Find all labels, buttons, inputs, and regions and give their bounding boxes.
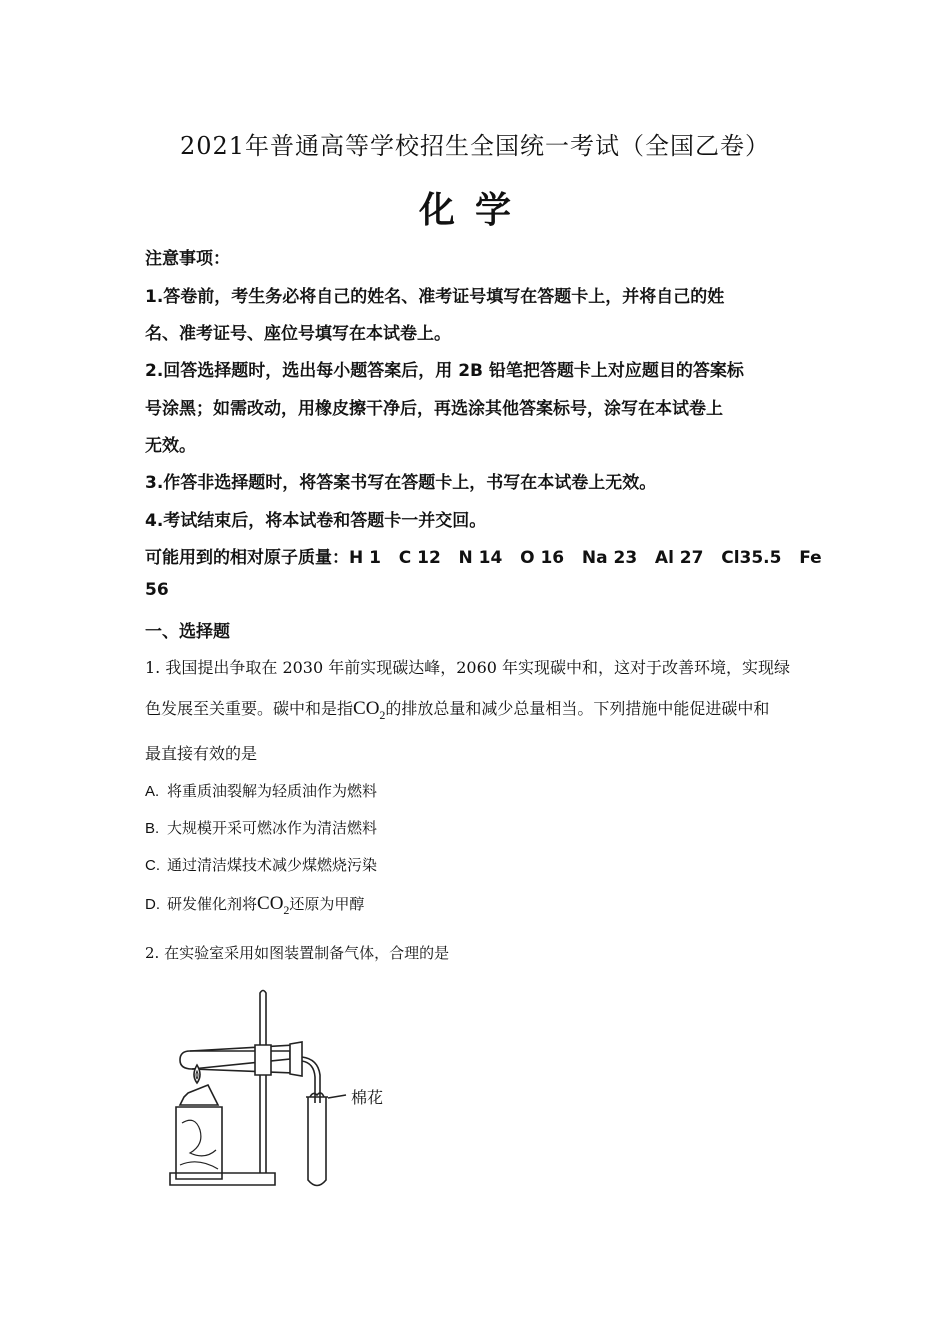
option-text: 大规模开采可燃冰作为清洁燃料: [167, 819, 378, 837]
q1-line-1: 1. 我国提出争取在 2030 年前实现碳达峰，2060 年实现碳中和，这对于改善环境，实现绿: [145, 658, 791, 677]
atomic-masses-line-1: 可能用到的相对原子质量：H 1 C 12 N 14 O 16 Na 23 Al 27 Cl35.5 Fe: [145, 548, 822, 568]
exam-title: 2021年普通高等学校招生全国统一考试（全国乙卷）: [179, 132, 771, 160]
option-text: 将重质油裂解为轻质油作为燃料: [167, 782, 378, 800]
co2-formula: $CO_2$: [353, 698, 386, 722]
q1-option-a: [145, 780, 377, 801]
note-4: 4.考试结束后，将本试卷和答题卡一并交回。: [145, 511, 487, 531]
flame: [194, 1065, 200, 1083]
q1-option-c: [145, 854, 377, 875]
note-1-line-1: 1.答卷前，考生务必将自己的姓名、准考证号填写在答题卡上，并将自己的姓: [145, 287, 725, 307]
note-2-line-3: 无效。: [145, 436, 196, 456]
cotton-label: 棉花: [351, 1088, 384, 1107]
q1-option-b: [145, 817, 377, 838]
q2-text: 2. 在实验室采用如图装置制备气体，合理的是: [145, 944, 450, 962]
option-label: A.: [145, 783, 160, 800]
option-text-post: 还原为甲醇: [289, 895, 365, 913]
q1-option-d: [145, 893, 364, 918]
option-text: 通过清洁煤技术减少煤燃烧污染: [167, 856, 378, 874]
receiving-tube: [308, 1097, 326, 1186]
option-label: C.: [145, 857, 160, 874]
note-2-line-1: 2.回答选择题时，选出每小题答案后，用 2B 铅笔把答题卡上对应题目的答案标: [145, 361, 744, 381]
subject-title: 化学: [418, 190, 531, 231]
option-label: B.: [145, 820, 160, 837]
co2-formula: $CO_2$: [257, 893, 290, 917]
q1-line-2-post: 的排放总量和减少总量相当。下列措施中能促进碳中和: [385, 699, 770, 718]
q1-line-2-pre: 色发展至关重要。碳中和是指: [145, 699, 354, 718]
stand-rod: [260, 991, 266, 1174]
stopper: [290, 1042, 302, 1076]
notes-heading: 注意事项：: [145, 249, 230, 269]
atomic-masses-line-2: 56: [145, 580, 169, 600]
note-2-line-2: 号涂黑；如需改动，用橡皮擦干净后，再选涂其他答案标号，涂写在本试卷上: [145, 399, 723, 419]
q1-line-2: [145, 696, 769, 723]
q1-line-3: 最直接有效的是: [145, 744, 258, 763]
lamp-cap: [180, 1085, 218, 1105]
note-1-line-2: 名、准考证号、座位号填写在本试卷上。: [145, 324, 451, 344]
option-label: D.: [145, 896, 160, 913]
option-text-pre: 研发催化剂将: [167, 895, 258, 913]
note-3: 3.作答非选择题时，将答案书写在答题卡上，书写在本试卷上无效。: [145, 473, 657, 493]
clamp: [255, 1045, 271, 1075]
section-title: 一、选择题: [145, 622, 230, 642]
